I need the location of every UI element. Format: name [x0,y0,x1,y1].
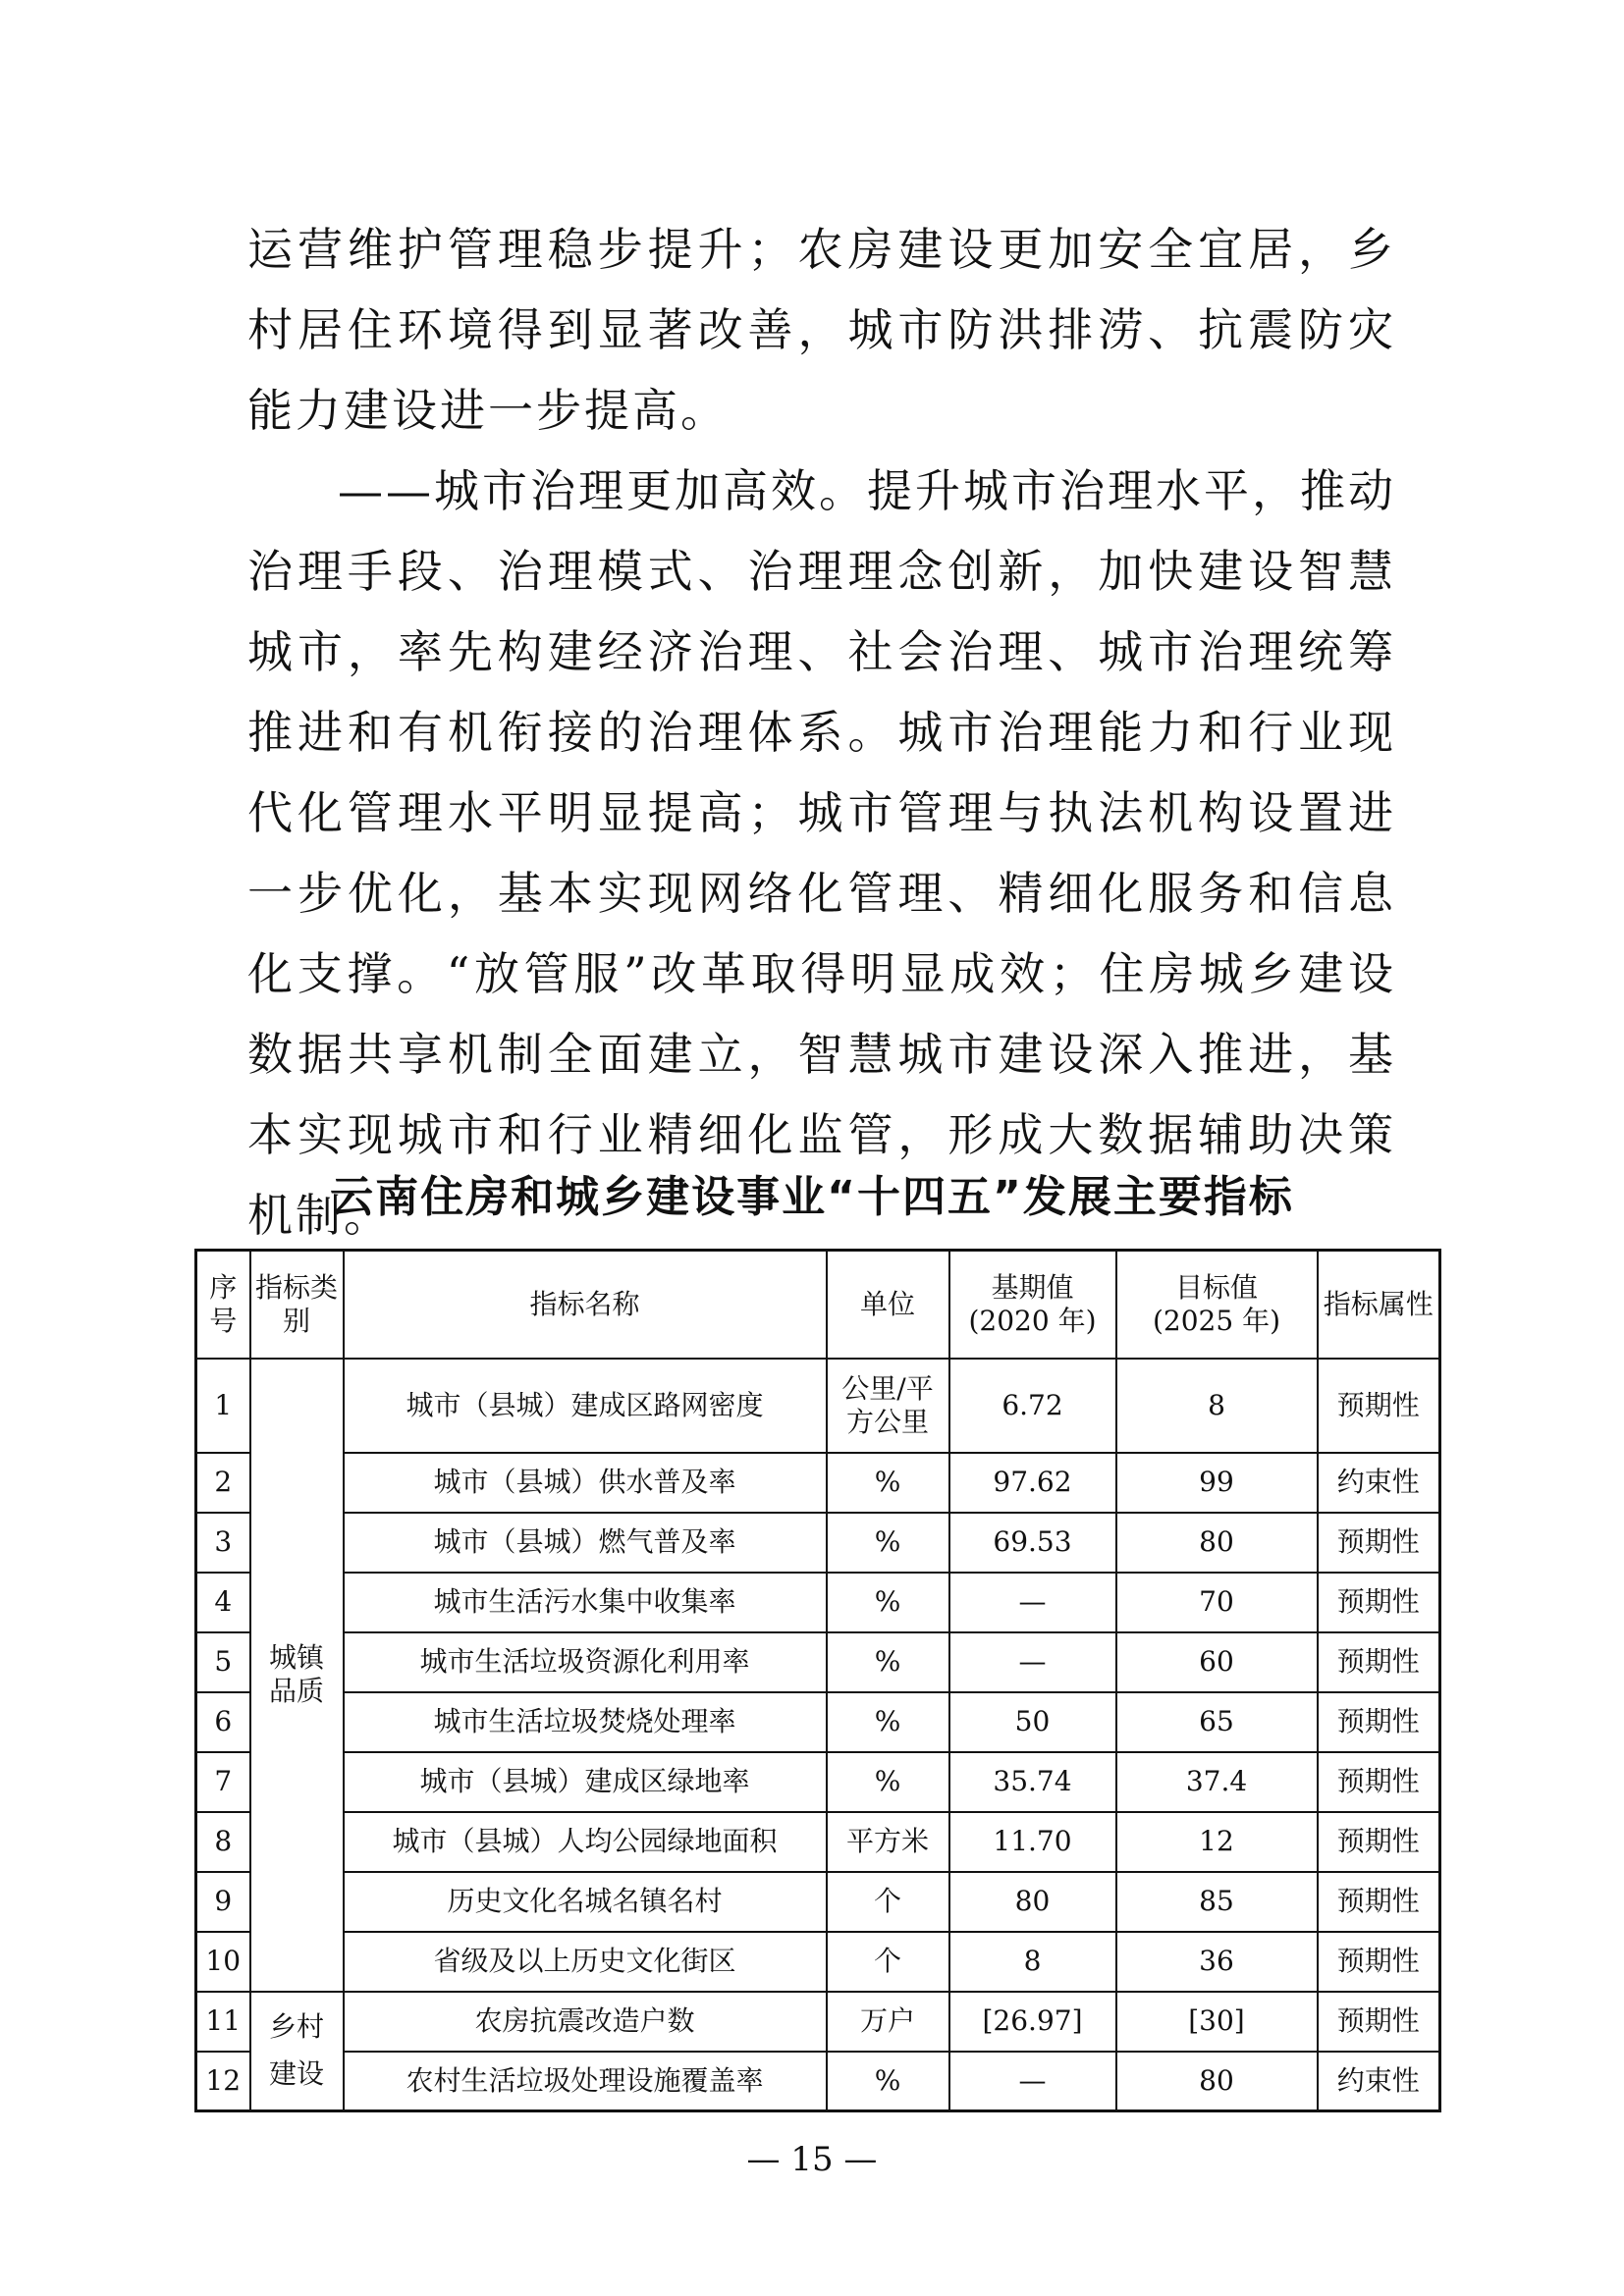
cell-attr: 预期性 [1318,1812,1440,1872]
cell-unit: 个 [827,1872,949,1932]
cell-base: — [949,1632,1116,1692]
table-row [196,1573,1440,1632]
cell-base: 8 [949,1932,1116,1992]
cell-attr: 约束性 [1318,2052,1440,2111]
cell-base: 50 [949,1692,1116,1752]
cell-unit: % [827,1573,949,1632]
cell-seq: 11 [196,1992,250,2052]
table-row [196,1872,1440,1932]
table-row [196,1752,1440,1812]
cell-name: 城市生活污水集中收集率 [344,1573,827,1632]
cell-base: 35.74 [949,1752,1116,1812]
cell-seq: 8 [196,1812,250,1872]
cell-name: 城市（县城）建成区路网密度 [344,1359,827,1453]
cell-seq: 6 [196,1692,250,1752]
cell-unit: % [827,1692,949,1752]
table-header-row [196,1251,1440,1359]
cell-attr: 预期性 [1318,1872,1440,1932]
cell-unit: % [827,1752,949,1812]
indicators-table [194,1249,1441,2112]
cell-base: 97.62 [949,1453,1116,1513]
cell-attr: 约束性 [1318,1453,1440,1513]
body-paragraph: 运营维护管理稳步提升；农房建设更加安全宜居，乡村居住环境得到显著改善，城市防洪排涝、抗震防灾能力建设进一步提高。 [247,223,1396,437]
cell-seq: 3 [196,1513,250,1573]
header-unit: 单位 [827,1251,949,1359]
table-row [196,2052,1440,2111]
table-row [196,1632,1440,1692]
cell-target: 12 [1116,1812,1318,1872]
cell-name: 城市（县城）燃气普及率 [344,1513,827,1573]
cell-unit: 个 [827,1932,949,1992]
cell-target: 85 [1116,1872,1318,1932]
cell-name: 城市生活垃圾资源化利用率 [344,1632,827,1692]
cell-attr: 预期性 [1318,1992,1440,2052]
cell-seq: 2 [196,1453,250,1513]
cell-name: 省级及以上历史文化街区 [344,1932,827,1992]
table-row [196,1692,1440,1752]
table-row [196,1932,1440,1992]
cell-seq: 7 [196,1752,250,1812]
cell-unit: 万户 [827,1992,949,2052]
cell-seq: 10 [196,1932,250,1992]
cell-name: 农房抗震改造户数 [344,1992,827,2052]
cell-attr: 预期性 [1318,1359,1440,1453]
category-cell-rural: 乡村 建设 [250,1992,344,2111]
cell-unit: 平方米 [827,1812,949,1872]
header-name: 指标名称 [344,1251,827,1359]
cell-target: 80 [1116,1513,1318,1573]
header-base: 基期值 (2020 年) [949,1251,1116,1359]
table-row [196,1453,1440,1513]
table-row [196,1359,1440,1453]
header-category: 指标类别 [250,1251,344,1359]
cell-target: [30] [1116,1992,1318,2052]
cell-name: 城市生活垃圾焚烧处理率 [344,1692,827,1752]
cell-base: [26.97] [949,1992,1116,2052]
cell-base: 80 [949,1872,1116,1932]
page-number: — 15 — [746,2140,878,2179]
category-cell-town: 城镇 品质 [250,1359,344,1992]
cell-target: 99 [1116,1453,1318,1513]
header-target: 目标值 (2025 年) [1116,1251,1318,1359]
cell-attr: 预期性 [1318,1932,1440,1992]
cell-name: 农村生活垃圾处理设施覆盖率 [344,2052,827,2111]
cell-target: 65 [1116,1692,1318,1752]
cell-target: 60 [1116,1632,1318,1692]
cell-attr: 预期性 [1318,1513,1440,1573]
body-text [247,209,1396,1255]
cell-base: 69.53 [949,1513,1116,1573]
cell-target: 70 [1116,1573,1318,1632]
cell-attr: 预期性 [1318,1573,1440,1632]
table-row [196,1513,1440,1573]
cell-target: 8 [1116,1359,1318,1453]
cell-target: 36 [1116,1932,1318,1992]
cell-attr: 预期性 [1318,1632,1440,1692]
cell-seq: 12 [196,2052,250,2111]
table-row [196,1992,1440,2052]
header-attr: 指标属性 [1318,1251,1440,1359]
cell-name: 城市（县城）人均公园绿地面积 [344,1812,827,1872]
cell-seq: 1 [196,1359,250,1453]
cell-name: 城市（县城）供水普及率 [344,1453,827,1513]
cell-target: 80 [1116,2052,1318,2111]
cell-name: 历史文化名城名镇名村 [344,1872,827,1932]
body-paragraph: ——城市治理更加高效。提升城市治理水平，推动治理手段、治理模式、治理理念创新，加快建设智慧城市，率先构建经济治理、社会治理、城市治理统筹推进和有机衔接的治理体系。城市治理能力和行业现代化管理水平明显提高；城市管理与执法机构设置进一步优化，基本实现网络化管理、精细化服务和信息化支撑。“放管服”改革取得明显成效；住房城乡建设数据共享机制全面建立，智慧城市建设深入推进，基本实现城市和行业精细化监管，形成大数据辅助决策机制。 [247,464,1396,1242]
cell-unit: % [827,1632,949,1692]
cell-unit: % [827,1513,949,1573]
cell-base: 6.72 [949,1359,1116,1453]
cell-base: 11.70 [949,1812,1116,1872]
cell-unit: % [827,2052,949,2111]
header-seq: 序号 [196,1251,250,1359]
table-row [196,1812,1440,1872]
cell-seq: 5 [196,1632,250,1692]
cell-unit: 公里/平 方公里 [827,1359,949,1453]
table-title: 云南住房和城乡建设事业“十四五”发展主要指标 [330,1172,1294,1222]
cell-base: — [949,2052,1116,2111]
cell-target: 37.4 [1116,1752,1318,1812]
cell-unit: % [827,1453,949,1513]
cell-base: — [949,1573,1116,1632]
cell-attr: 预期性 [1318,1752,1440,1812]
cell-name: 城市（县城）建成区绿地率 [344,1752,827,1812]
cell-seq: 4 [196,1573,250,1632]
cell-seq: 9 [196,1872,250,1932]
cell-attr: 预期性 [1318,1692,1440,1752]
